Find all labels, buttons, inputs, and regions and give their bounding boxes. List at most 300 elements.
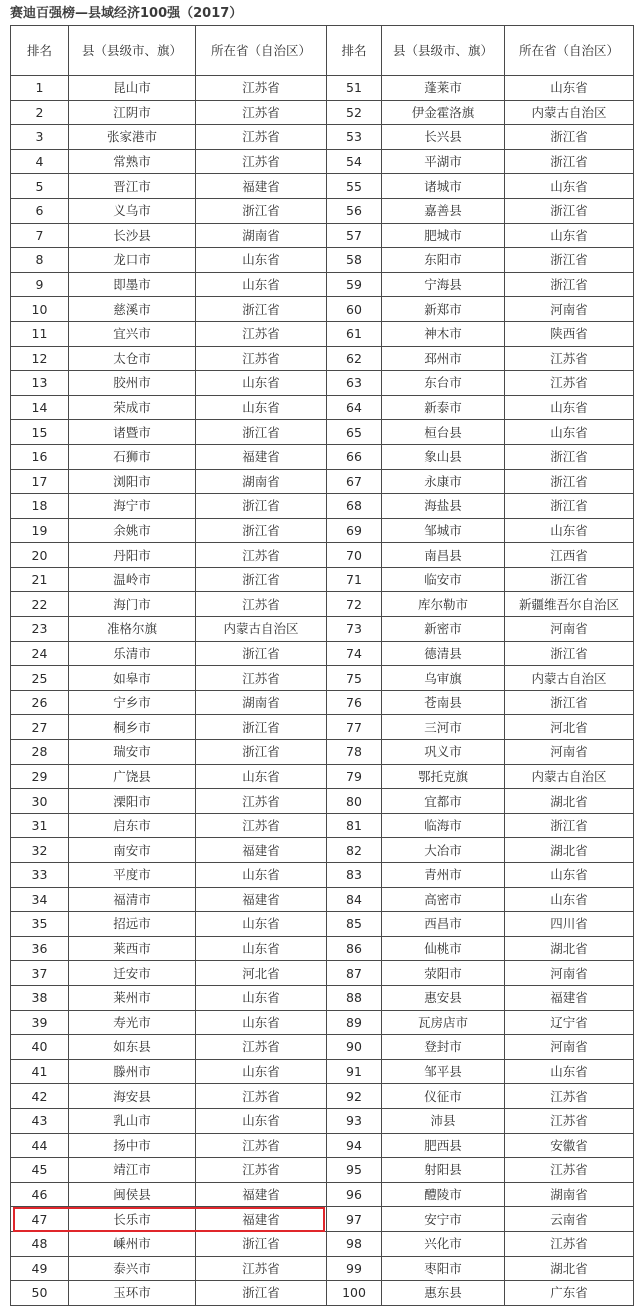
county-cell: 宁乡市	[69, 690, 196, 715]
county-cell: 登封市	[382, 1035, 505, 1060]
rank-cell: 5	[11, 174, 69, 199]
rank-cell: 36	[11, 936, 69, 961]
province-cell: 河南省	[505, 961, 634, 986]
county-cell: 仙桃市	[382, 936, 505, 961]
province-cell: 山东省	[505, 395, 634, 420]
county-cell: 射阳县	[382, 1158, 505, 1183]
province-cell: 浙江省	[505, 690, 634, 715]
table-row	[11, 223, 634, 248]
rank-cell: 50	[11, 1281, 69, 1306]
county-cell: 桐乡市	[69, 715, 196, 740]
province-cell: 山东省	[196, 371, 327, 396]
rank-cell: 51	[327, 76, 382, 101]
province-cell: 江苏省	[196, 543, 327, 568]
county-cell: 西昌市	[382, 912, 505, 937]
county-cell: 乌审旗	[382, 666, 505, 691]
province-cell: 湖北省	[505, 1256, 634, 1281]
province-cell: 山东省	[196, 985, 327, 1010]
rank-cell: 23	[11, 617, 69, 642]
county-cell: 玉环市	[69, 1281, 196, 1306]
province-cell: 内蒙古自治区	[196, 617, 327, 642]
table-row	[11, 887, 634, 912]
county-cell: 张家港市	[69, 125, 196, 150]
county-cell: 鄂托克旗	[382, 764, 505, 789]
rank-cell: 13	[11, 371, 69, 396]
province-cell: 江苏省	[505, 1158, 634, 1183]
province-cell: 江苏省	[196, 346, 327, 371]
rank-cell: 41	[11, 1059, 69, 1084]
county-cell: 肥城市	[382, 223, 505, 248]
table-row	[11, 174, 634, 199]
table-row	[11, 1035, 634, 1060]
county-cell: 高密市	[382, 887, 505, 912]
province-cell: 山东省	[196, 1108, 327, 1133]
province-cell: 江苏省	[196, 813, 327, 838]
province-cell: 山东省	[196, 1010, 327, 1035]
rank-cell: 21	[11, 567, 69, 592]
table-row	[11, 838, 634, 863]
rank-cell: 42	[11, 1084, 69, 1109]
province-cell: 浙江省	[505, 272, 634, 297]
county-header-left: 县（县级市、旗）	[69, 26, 196, 76]
county-cell: 库尔勒市	[382, 592, 505, 617]
province-cell: 江苏省	[196, 125, 327, 150]
table-row	[11, 1281, 634, 1306]
table-row	[11, 272, 634, 297]
county-cell: 东台市	[382, 371, 505, 396]
rank-cell: 10	[11, 297, 69, 322]
province-cell: 山东省	[505, 420, 634, 445]
county-cell: 溧阳市	[69, 789, 196, 814]
county-cell: 瓦房店市	[382, 1010, 505, 1035]
rank-cell: 59	[327, 272, 382, 297]
county-cell: 常熟市	[69, 149, 196, 174]
rank-cell: 76	[327, 690, 382, 715]
rank-cell: 58	[327, 248, 382, 273]
county-cell: 丹阳市	[69, 543, 196, 568]
rank-cell: 38	[11, 985, 69, 1010]
province-cell: 江苏省	[505, 1108, 634, 1133]
rank-cell: 6	[11, 198, 69, 223]
rank-cell: 87	[327, 961, 382, 986]
rank-cell: 46	[11, 1182, 69, 1207]
county-cell: 青州市	[382, 863, 505, 888]
rank-cell: 35	[11, 912, 69, 937]
rank-cell: 90	[327, 1035, 382, 1060]
rank-cell: 27	[11, 715, 69, 740]
rank-cell: 24	[11, 641, 69, 666]
province-cell: 江苏省	[196, 149, 327, 174]
table-row	[11, 395, 634, 420]
rank-header-right: 排名	[327, 26, 382, 76]
rank-cell: 69	[327, 518, 382, 543]
province-cell: 湖南省	[505, 1182, 634, 1207]
rank-cell: 99	[327, 1256, 382, 1281]
rank-cell: 25	[11, 666, 69, 691]
province-cell: 浙江省	[196, 297, 327, 322]
province-cell: 湖北省	[505, 838, 634, 863]
province-cell: 山东省	[505, 863, 634, 888]
county-cell: 如皋市	[69, 666, 196, 691]
province-cell: 山东省	[196, 248, 327, 273]
province-header-left: 所在省（自治区）	[196, 26, 327, 76]
table-row	[11, 1108, 634, 1133]
county-cell: 仪征市	[382, 1084, 505, 1109]
rank-cell: 45	[11, 1158, 69, 1183]
rank-cell: 86	[327, 936, 382, 961]
rank-cell: 97	[327, 1207, 382, 1232]
rank-cell: 95	[327, 1158, 382, 1183]
rank-cell: 4	[11, 149, 69, 174]
county-cell: 蓬莱市	[382, 76, 505, 101]
province-cell: 山东省	[505, 1059, 634, 1084]
county-cell: 长兴县	[382, 125, 505, 150]
province-cell: 福建省	[196, 838, 327, 863]
province-cell: 江西省	[505, 543, 634, 568]
county-cell: 荥阳市	[382, 961, 505, 986]
province-cell: 新疆维吾尔自治区	[505, 592, 634, 617]
county-cell: 莱州市	[69, 985, 196, 1010]
table-row	[11, 936, 634, 961]
province-cell: 浙江省	[196, 1231, 327, 1256]
rank-cell: 67	[327, 469, 382, 494]
province-cell: 安徽省	[505, 1133, 634, 1158]
county-cell: 义乌市	[69, 198, 196, 223]
rank-cell: 31	[11, 813, 69, 838]
rank-cell: 8	[11, 248, 69, 273]
province-cell: 山东省	[196, 863, 327, 888]
county-cell: 昆山市	[69, 76, 196, 101]
county-cell: 新郑市	[382, 297, 505, 322]
county-cell: 江阴市	[69, 100, 196, 125]
table-row	[11, 469, 634, 494]
table-row	[11, 641, 634, 666]
rank-cell: 64	[327, 395, 382, 420]
province-cell: 浙江省	[505, 444, 634, 469]
province-cell: 江苏省	[196, 1084, 327, 1109]
county-cell: 胶州市	[69, 371, 196, 396]
county-cell: 浏阳市	[69, 469, 196, 494]
rank-header-left: 排名	[11, 26, 69, 76]
rank-cell: 1	[11, 76, 69, 101]
province-cell: 山东省	[196, 764, 327, 789]
rank-cell: 17	[11, 469, 69, 494]
rank-cell: 7	[11, 223, 69, 248]
province-cell: 河南省	[505, 740, 634, 765]
table-row	[11, 371, 634, 396]
rank-cell: 55	[327, 174, 382, 199]
table-row	[11, 198, 634, 223]
county-cell: 长沙县	[69, 223, 196, 248]
county-cell: 晋江市	[69, 174, 196, 199]
province-cell: 江苏省	[196, 1256, 327, 1281]
province-cell: 山东省	[505, 76, 634, 101]
table-row	[11, 764, 634, 789]
table-row	[11, 863, 634, 888]
rank-cell: 57	[327, 223, 382, 248]
province-cell: 福建省	[196, 444, 327, 469]
province-cell: 江苏省	[196, 1133, 327, 1158]
province-cell: 辽宁省	[505, 1010, 634, 1035]
rank-cell: 29	[11, 764, 69, 789]
rank-cell: 63	[327, 371, 382, 396]
rank-cell: 73	[327, 617, 382, 642]
table-row	[11, 321, 634, 346]
table-row	[11, 346, 634, 371]
table-row	[11, 961, 634, 986]
province-cell: 浙江省	[196, 641, 327, 666]
province-cell: 河北省	[505, 715, 634, 740]
province-cell: 河南省	[505, 617, 634, 642]
county-cell: 温岭市	[69, 567, 196, 592]
rank-cell: 16	[11, 444, 69, 469]
county-cell: 邳州市	[382, 346, 505, 371]
county-cell: 荣成市	[69, 395, 196, 420]
county-cell: 莱西市	[69, 936, 196, 961]
province-cell: 山东省	[196, 1059, 327, 1084]
province-cell: 湖南省	[196, 469, 327, 494]
county-cell: 泰兴市	[69, 1256, 196, 1281]
rank-cell: 92	[327, 1084, 382, 1109]
county-cell: 南安市	[69, 838, 196, 863]
county-cell: 如东县	[69, 1035, 196, 1060]
table-row	[11, 1207, 634, 1232]
rank-cell: 79	[327, 764, 382, 789]
province-cell: 河南省	[505, 297, 634, 322]
county-cell: 惠东县	[382, 1281, 505, 1306]
rank-cell: 22	[11, 592, 69, 617]
county-cell: 海盐县	[382, 494, 505, 519]
rank-cell: 66	[327, 444, 382, 469]
table-row	[11, 715, 634, 740]
county-cell: 伊金霍洛旗	[382, 100, 505, 125]
rank-cell: 3	[11, 125, 69, 150]
rank-cell: 54	[327, 149, 382, 174]
rank-cell: 39	[11, 1010, 69, 1035]
province-cell: 山东省	[505, 223, 634, 248]
province-cell: 山东省	[505, 174, 634, 199]
county-cell: 嘉善县	[382, 198, 505, 223]
county-cell: 即墨市	[69, 272, 196, 297]
county-cell: 南昌县	[382, 543, 505, 568]
rank-cell: 9	[11, 272, 69, 297]
page-title: 赛迪百强榜—县域经济100强（2017）	[10, 6, 243, 21]
rank-cell: 20	[11, 543, 69, 568]
county-cell: 平度市	[69, 863, 196, 888]
province-cell: 四川省	[505, 912, 634, 937]
county-cell: 准格尔旗	[69, 617, 196, 642]
table-row	[11, 666, 634, 691]
county-cell: 诸城市	[382, 174, 505, 199]
table-row	[11, 100, 634, 125]
table-row	[11, 617, 634, 642]
province-cell: 浙江省	[196, 740, 327, 765]
county-cell: 福清市	[69, 887, 196, 912]
county-cell: 新密市	[382, 617, 505, 642]
rank-cell: 28	[11, 740, 69, 765]
table-row	[11, 1059, 634, 1084]
county-cell: 慈溪市	[69, 297, 196, 322]
rank-cell: 34	[11, 887, 69, 912]
rank-cell: 75	[327, 666, 382, 691]
province-cell: 浙江省	[196, 715, 327, 740]
province-cell: 山东省	[505, 518, 634, 543]
rank-cell: 77	[327, 715, 382, 740]
rank-cell: 52	[327, 100, 382, 125]
county-cell: 长乐市	[69, 1207, 196, 1232]
province-cell: 浙江省	[505, 469, 634, 494]
table-row	[11, 1133, 634, 1158]
rank-cell: 2	[11, 100, 69, 125]
rank-cell: 82	[327, 838, 382, 863]
county-cell: 宁海县	[382, 272, 505, 297]
rank-cell: 30	[11, 789, 69, 814]
county-cell: 三河市	[382, 715, 505, 740]
rank-cell: 48	[11, 1231, 69, 1256]
table-row	[11, 1256, 634, 1281]
province-cell: 浙江省	[505, 198, 634, 223]
county-cell: 滕州市	[69, 1059, 196, 1084]
province-cell: 浙江省	[505, 248, 634, 273]
province-cell: 湖北省	[505, 789, 634, 814]
county-cell: 临安市	[382, 567, 505, 592]
table-row	[11, 789, 634, 814]
table-row	[11, 248, 634, 273]
county-cell: 象山县	[382, 444, 505, 469]
county-cell: 神木市	[382, 321, 505, 346]
table-row	[11, 1182, 634, 1207]
table-row	[11, 1010, 634, 1035]
rank-cell: 88	[327, 985, 382, 1010]
county-cell: 嵊州市	[69, 1231, 196, 1256]
table-row	[11, 740, 634, 765]
table-row	[11, 297, 634, 322]
rank-cell: 94	[327, 1133, 382, 1158]
county-cell: 兴化市	[382, 1231, 505, 1256]
province-cell: 江苏省	[196, 100, 327, 125]
county-cell: 启东市	[69, 813, 196, 838]
table-row	[11, 518, 634, 543]
province-cell: 江苏省	[196, 1035, 327, 1060]
rank-cell: 37	[11, 961, 69, 986]
province-cell: 内蒙古自治区	[505, 100, 634, 125]
table-row	[11, 543, 634, 568]
table-row	[11, 912, 634, 937]
table-body	[11, 76, 634, 1306]
province-cell: 福建省	[196, 1207, 327, 1232]
province-cell: 云南省	[505, 1207, 634, 1232]
rank-cell: 33	[11, 863, 69, 888]
county-cell: 邹平县	[382, 1059, 505, 1084]
county-cell: 苍南县	[382, 690, 505, 715]
province-cell: 内蒙古自治区	[505, 764, 634, 789]
province-cell: 内蒙古自治区	[505, 666, 634, 691]
rank-cell: 15	[11, 420, 69, 445]
rank-cell: 98	[327, 1231, 382, 1256]
rank-cell: 100	[327, 1281, 382, 1306]
rank-cell: 85	[327, 912, 382, 937]
county-cell: 龙口市	[69, 248, 196, 273]
province-cell: 山东省	[196, 912, 327, 937]
rank-cell: 71	[327, 567, 382, 592]
county-cell: 大冶市	[382, 838, 505, 863]
county-cell: 余姚市	[69, 518, 196, 543]
county-cell: 新泰市	[382, 395, 505, 420]
rank-cell: 60	[327, 297, 382, 322]
county-cell: 诸暨市	[69, 420, 196, 445]
ranking-table	[10, 25, 634, 1306]
table-row	[11, 813, 634, 838]
province-cell: 福建省	[505, 985, 634, 1010]
county-cell: 迁安市	[69, 961, 196, 986]
rank-cell: 44	[11, 1133, 69, 1158]
rank-cell: 65	[327, 420, 382, 445]
county-cell: 枣阳市	[382, 1256, 505, 1281]
county-header-right: 县（县级市、旗）	[382, 26, 505, 76]
rank-cell: 68	[327, 494, 382, 519]
county-cell: 巩义市	[382, 740, 505, 765]
county-cell: 石狮市	[69, 444, 196, 469]
rank-cell: 14	[11, 395, 69, 420]
rank-cell: 18	[11, 494, 69, 519]
rank-cell: 96	[327, 1182, 382, 1207]
rank-cell: 81	[327, 813, 382, 838]
province-cell: 浙江省	[196, 518, 327, 543]
province-cell: 浙江省	[505, 149, 634, 174]
province-cell: 江苏省	[505, 371, 634, 396]
rank-cell: 72	[327, 592, 382, 617]
province-cell: 浙江省	[505, 125, 634, 150]
province-cell: 浙江省	[505, 567, 634, 592]
county-cell: 海安县	[69, 1084, 196, 1109]
county-cell: 沛县	[382, 1108, 505, 1133]
county-cell: 肥西县	[382, 1133, 505, 1158]
county-cell: 乳山市	[69, 1108, 196, 1133]
county-cell: 安宁市	[382, 1207, 505, 1232]
rank-cell: 43	[11, 1108, 69, 1133]
province-cell: 湖南省	[196, 690, 327, 715]
province-cell: 山东省	[196, 936, 327, 961]
county-cell: 太仓市	[69, 346, 196, 371]
rank-cell: 12	[11, 346, 69, 371]
table-header-row	[11, 26, 634, 76]
province-header-right: 所在省（自治区）	[505, 26, 634, 76]
province-cell: 福建省	[196, 1182, 327, 1207]
county-cell: 东阳市	[382, 248, 505, 273]
table-row	[11, 985, 634, 1010]
province-cell: 浙江省	[505, 641, 634, 666]
county-cell: 海门市	[69, 592, 196, 617]
province-cell: 江苏省	[196, 1158, 327, 1183]
rank-cell: 89	[327, 1010, 382, 1035]
county-cell: 醴陵市	[382, 1182, 505, 1207]
rank-cell: 83	[327, 863, 382, 888]
province-cell: 江苏省	[196, 321, 327, 346]
rank-cell: 49	[11, 1256, 69, 1281]
province-cell: 江苏省	[505, 346, 634, 371]
county-cell: 寿光市	[69, 1010, 196, 1035]
province-cell: 浙江省	[505, 813, 634, 838]
table-row	[11, 1158, 634, 1183]
rank-cell: 56	[327, 198, 382, 223]
rank-cell: 62	[327, 346, 382, 371]
rank-cell: 84	[327, 887, 382, 912]
province-cell: 浙江省	[196, 494, 327, 519]
table-row	[11, 592, 634, 617]
table-row	[11, 1084, 634, 1109]
province-cell: 浙江省	[196, 1281, 327, 1306]
rank-cell: 53	[327, 125, 382, 150]
